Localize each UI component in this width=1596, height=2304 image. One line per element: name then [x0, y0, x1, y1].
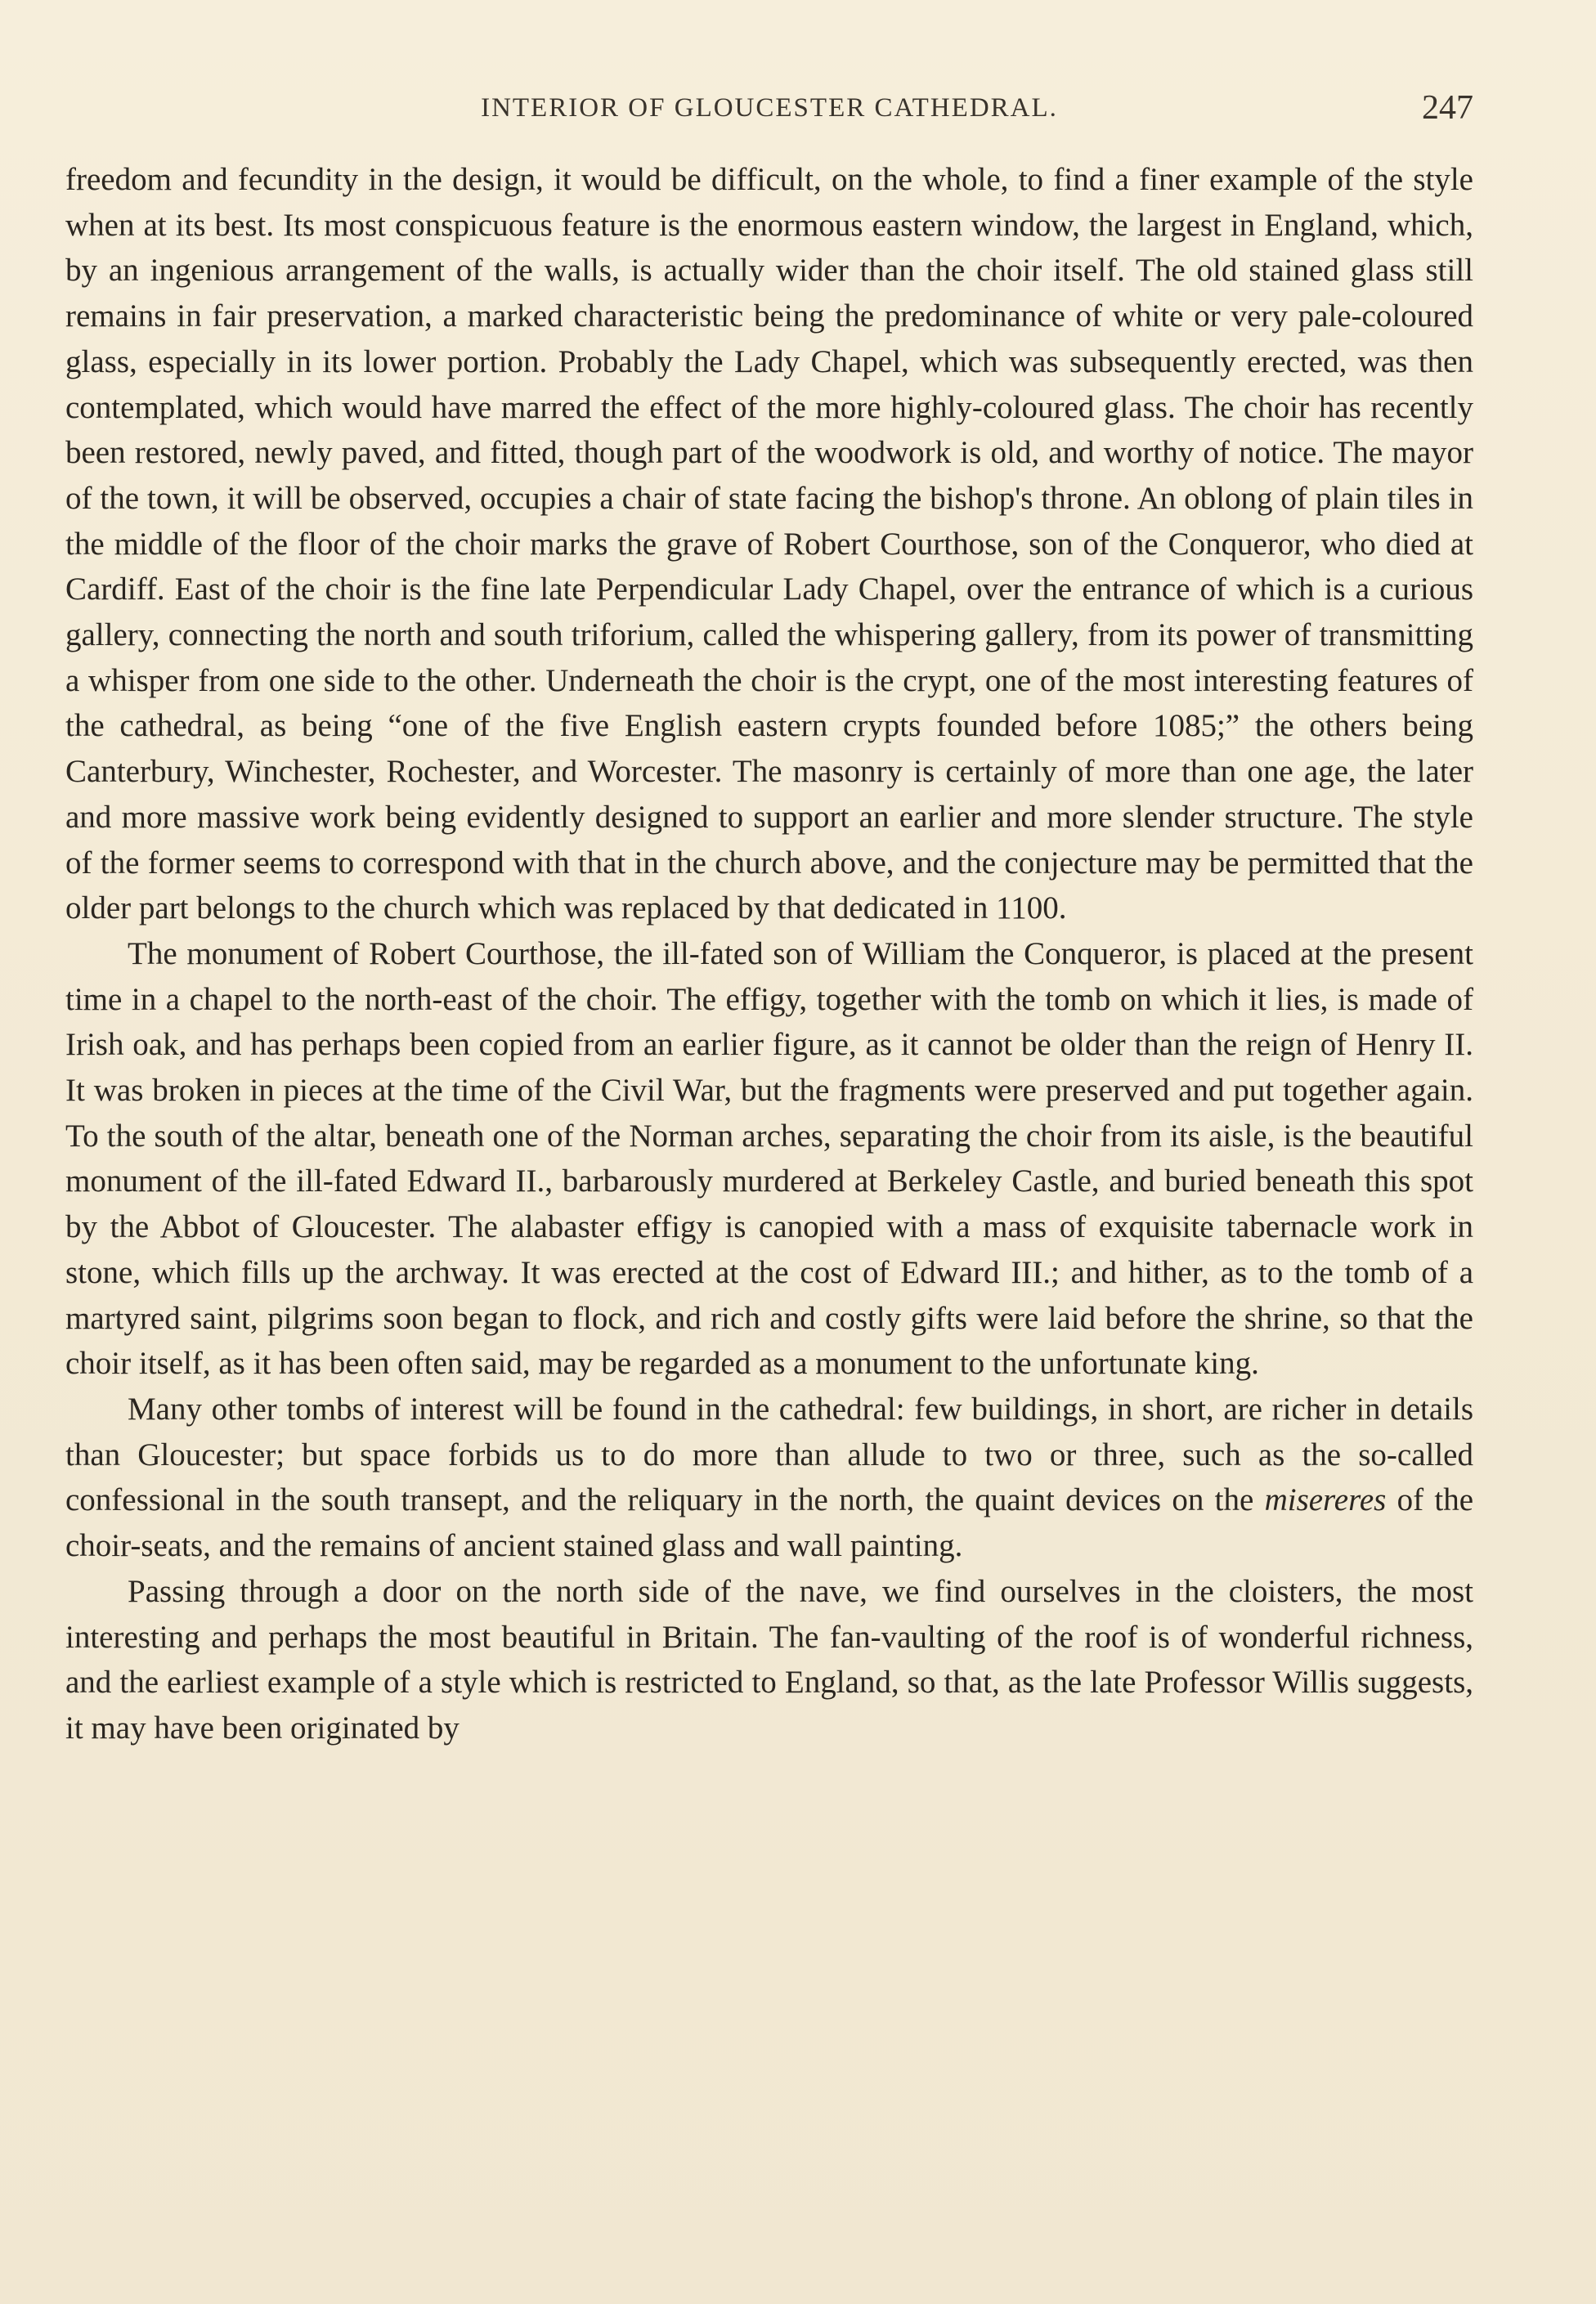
body-text	[65, 157, 1473, 1751]
paragraph-2-text: The monument of Robert Courthose, the ill-fated son of William the Conqueror, is placed at the present time in a chapel to the north-east of the choir. The effigy, together with the tomb on which it lies, is made of Irish oak, and has perhaps been copied from an earlier figure, as it cannot be older than the reign of Henry II. It was broken in pieces at the time of the Civil War, but the fragments were preserved and put together again. To the south of the altar, beneath one of the Norman arches, separating the choir from its aisle, is the beautiful monument of the ill-fated Edward II., barbarously murdered at Berkeley Castle, and buried beneath this spot by the Abbot of Gloucester. The alabaster effigy is canopied with a mass of exquisite tabernacle work in stone, which fills up the archway. It was erected at the cost of Edward III.; and hither, as to the tomb of a martyred saint, pilgrims soon began to flock, and rich and costly gifts were laid before the shrine, so that the choir itself, as it has been often said, may be regarded as a monument to the unfortunate king.	[65, 935, 1473, 1382]
paragraph-1	[65, 157, 1473, 931]
paragraph-2	[65, 931, 1473, 1387]
paragraph-4	[65, 1569, 1473, 1751]
misereres-italic-term: misereres	[1264, 1482, 1387, 1518]
paragraph-3	[65, 1387, 1473, 1569]
paragraph-3-text-end: of the choir-seats, and the remains of ancient stained glass and wall painting.	[65, 1482, 1473, 1564]
page-number: 247	[1422, 89, 1473, 127]
paragraph-3-text-start: Many other tombs of interest will be found in the cathedral: few buildings, in short, are richer in details than Gloucester; but space forbids us to do more than allude to two or three, such as the so-called confessional in the south transept, and the reliquary in the north, the quaint devices on the	[65, 1391, 1473, 1518]
paragraph-4-text: Passing through a door on the north side of the nave, we find ourselves in the cloisters, the most interesting and perhaps the most beautiful in Britain. The fan-vaulting of the roof is of wonderful richness, and the earliest example of a style which is restricted to England, so that, as the late Professor Willis suggests, it may have been originated by	[65, 1573, 1473, 1746]
paragraph-1-text: freedom and fecundity in the design, it would be difficult, on the whole, to find a finer example of the style when at its best. Its most conspicuous feature is the enormous eastern window, the largest in England, which, by an ingenious arrangement of the walls, is actually wider than the choir itself. The old stained glass still remains in fair preservation, a marked characteristic being the predominance of white or very pale-coloured glass, especially in its lower portion. Probably the Lady Chapel, which was subsequently erected, was then contemplated, which would have marred the effect of the more highly-coloured glass. The choir has recently been restored, newly paved, and fitted, though part of the woodwork is old, and worthy of notice. The mayor of the town, it will be observed, occupies a chair of state facing the bishop's throne. An oblong of plain tiles in the middle of the floor of the choir marks the grave of Robert Courthose, son of the Conqueror, who died at Cardiff. East of the choir is the fine late Perpendicular Lady Chapel, over the entrance of which is a curious gallery, connecting the north and south triforium, called the whispering gallery, from its power of transmitting a whisper from one side to the other. Underneath the choir is the crypt, one of the most interesting features of the cathedral, as being “one of the five English eastern crypts founded before 1085;” the others being Canterbury, Winchester, Rochester, and Worcester. The masonry is certainly of more than one age, the later and more massive work being evidently designed to support an earlier and more slender structure. The style of the former seems to correspond with that in the church above, and the conjecture may be permitted that the older part belongs to the church which was replaced by that dedicated in 1100.	[65, 162, 1473, 926]
running-head	[65, 88, 1473, 137]
running-title: INTERIOR OF GLOUCESTER CATHEDRAL.	[481, 93, 1058, 123]
